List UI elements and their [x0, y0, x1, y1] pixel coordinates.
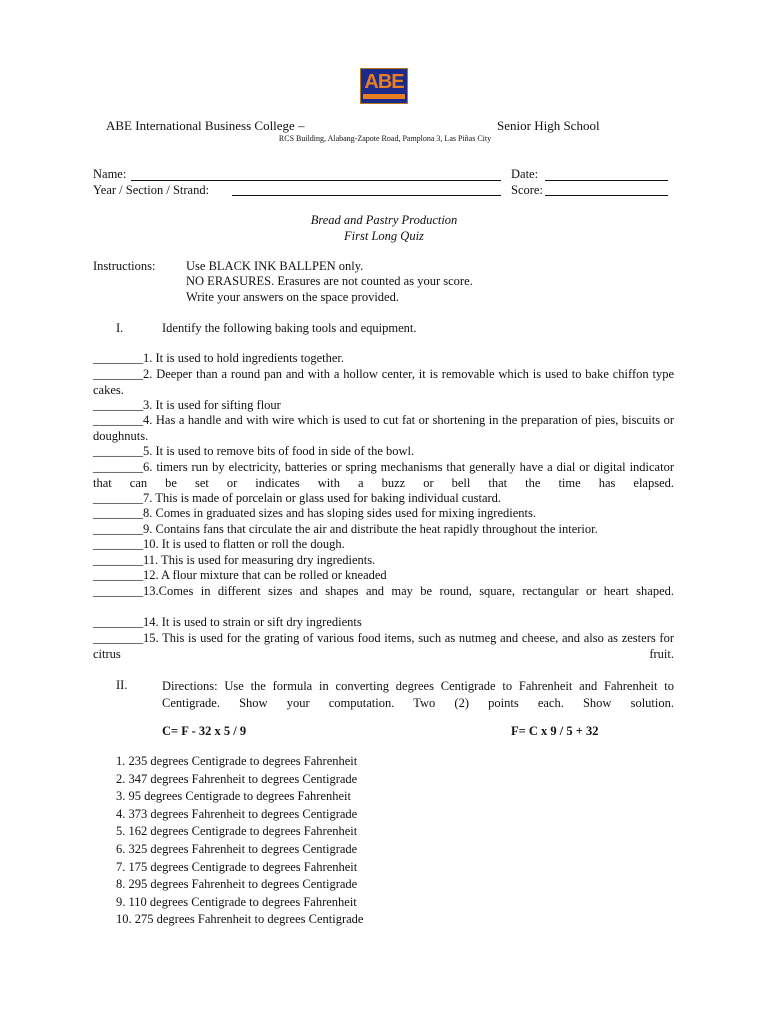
name-field[interactable] [131, 180, 501, 181]
quiz-title: First Long Quiz [344, 229, 424, 243]
conversion-item: 4. 373 degrees Fahrenheit to degrees Centigrade [116, 806, 358, 821]
date-label: Date: [511, 167, 539, 181]
year-section-strand-field[interactable] [232, 195, 501, 196]
school-name: ABE International Business College – [106, 118, 305, 133]
conversion-item: 9. 110 degrees Centigrade to degrees Fahrenheit [116, 894, 357, 909]
quiz-item: ________4. Has a handle and with wire which is used to cut fat or shortening in the preparation of pies, biscuits or doughnuts. [93, 413, 674, 443]
subject-title: Bread and Pastry Production [310, 213, 458, 227]
quiz-item: ________5. It is used to remove bits of food in side of the bowl. [93, 444, 415, 458]
conversion-item: 6. 325 degrees Fahrenheit to degrees Centigrade [116, 841, 358, 856]
date-field[interactable] [545, 180, 668, 181]
quiz-item: ________15. This is used for the grating of various food items, such as nutmeg and cheese, and also as zesters for citrus fruit. [93, 631, 674, 661]
conversion-item: 2. 347 degrees Fahrenheit to degrees Centigrade [116, 771, 358, 786]
quiz-item: ________2. Deeper than a round pan and with a hollow center, it is removable which is used to bake chiffon type cakes. [93, 367, 674, 397]
quiz-item: ________1. It is used to hold ingredients together. [93, 351, 345, 365]
part2-numeral: II. [116, 678, 128, 692]
quiz-item: ________12. A flour mixture that can be rolled or kneaded [93, 568, 387, 582]
conversion-item: 3. 95 degrees Centigrade to degrees Fahrenheit [116, 789, 351, 804]
conversion-item: 1. 235 degrees Centigrade to degrees Fahrenheit [116, 754, 358, 768]
quiz-item: ________11. This is used for measuring dry ingredients. [93, 553, 376, 567]
score-field[interactable] [545, 195, 668, 196]
quiz-item: ________7. This is made of porcelain or glass used for baking individual custard. [93, 491, 502, 505]
conversion-list [116, 753, 364, 929]
formula-fahrenheit: F= C x 9 / 5 + 32 [511, 724, 599, 738]
quiz-item: ________6. timers run by electricity, batteries or spring mechanisms that generally have a dial or digital indicator that can be set or indicates with a buzz or bell that the time has elapsed. [93, 460, 674, 490]
quiz-item: ________14. It is used to strain or sift dry ingredients [93, 615, 362, 629]
quiz-item: ________3. It is used for sifting flour [93, 398, 281, 412]
instruction-line: NO ERASURES. Erasures are not counted as your score. [186, 274, 473, 288]
year-section-strand-label: Year / Section / Strand: [93, 183, 210, 197]
conversion-item: 8. 295 degrees Fahrenheit to degrees Centigrade [116, 877, 358, 892]
quiz-item: ________10. It is used to flatten or roll the dough. [93, 537, 345, 551]
logo-text: ABE [364, 71, 404, 93]
school-address: RCS Building, Alabang-Zapote Road, Pamplona 3, Las Piñas City [278, 134, 492, 143]
logo-stripe [363, 94, 405, 99]
quiz-item: ________8. Comes in graduated sizes and has sloping sides used for mixing ingredients. [93, 506, 536, 520]
school-logo [360, 68, 408, 104]
name-label: Name: [93, 167, 127, 181]
quiz-item: ________9. Contains fans that circulate the air and distribute the heat rapidly throughout the interior. [93, 522, 598, 536]
quiz-item: ________13.Comes in different sizes and shapes and may be round, square, rectangular or heart shaped. [93, 584, 674, 598]
part2-directions: Directions: Use the formula in converting degrees Centigrade to Fahrenheit and Fahrenheit to Centigrade. Show your computation. Two (2) points each. Show solution. [162, 679, 674, 710]
conversion-item: 7. 175 degrees Centigrade to degrees Fahrenheit [116, 859, 358, 874]
conversion-item: 5. 162 degrees Centigrade to degrees Fahrenheit [116, 824, 358, 839]
formula-centigrade: C= F - 32 x 5 / 9 [162, 724, 247, 738]
instructions-label: Instructions: [93, 259, 156, 273]
part1-heading: Identify the following baking tools and equipment. [162, 321, 417, 335]
instruction-line: Use BLACK INK BALLPEN only. [186, 259, 364, 273]
conversion-item: 10. 275 degrees Fahrenheit to degrees Centigrade [116, 912, 364, 927]
instruction-line: Write your answers on the space provided. [186, 290, 399, 304]
school-level: Senior High School [497, 118, 600, 133]
score-label: Score: [511, 183, 543, 197]
part1-numeral: I. [116, 321, 124, 335]
